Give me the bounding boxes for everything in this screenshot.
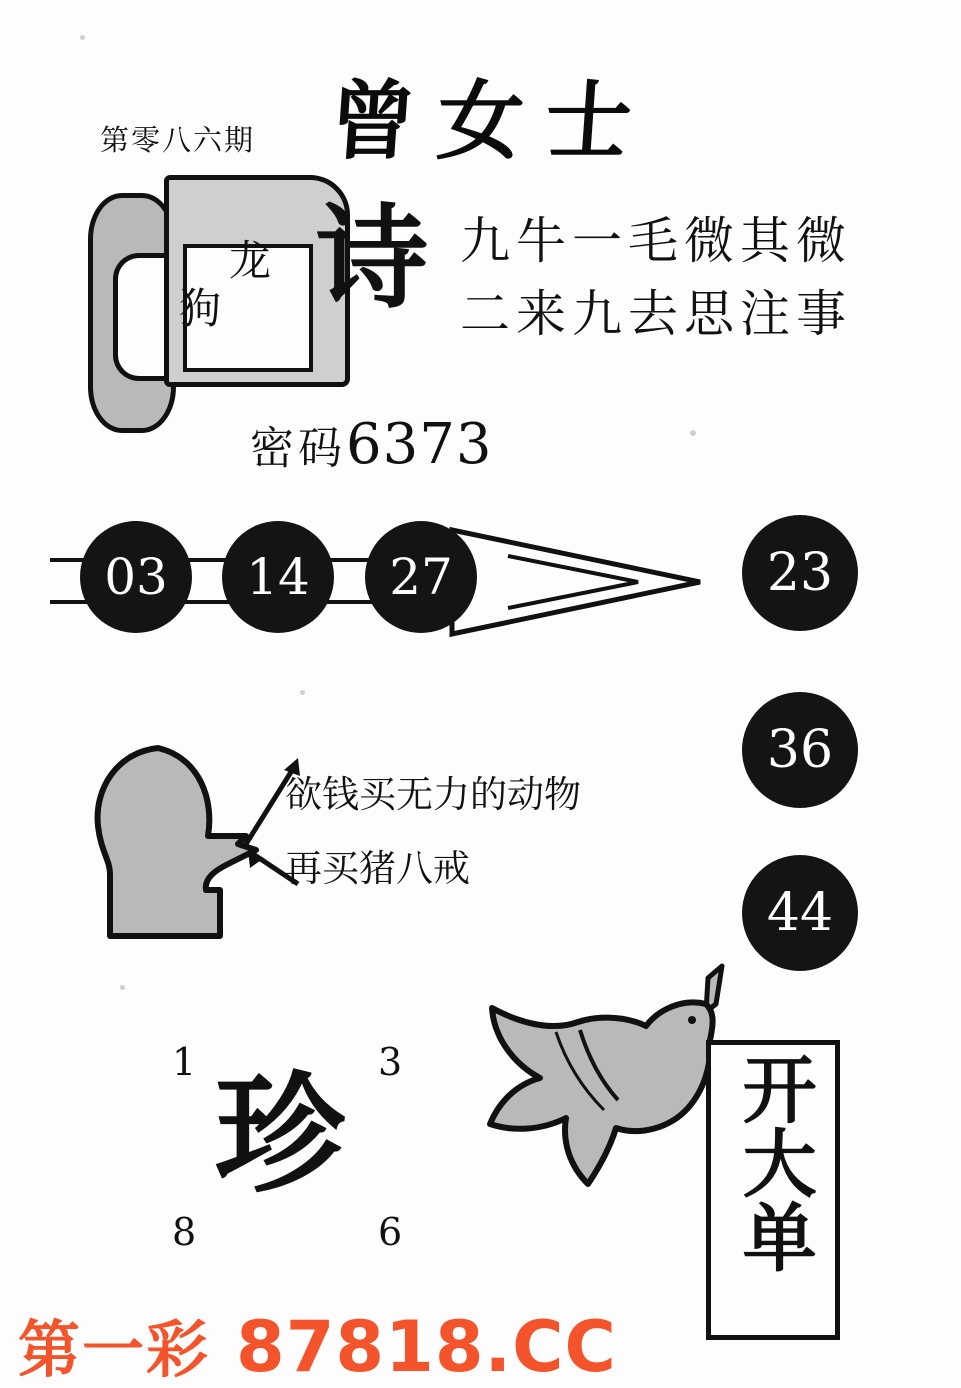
corner-number-top-right: 3 bbox=[378, 1040, 403, 1084]
page-title: 曾女士 bbox=[325, 71, 658, 172]
footer-brand: 第一彩 bbox=[18, 1313, 211, 1386]
paper-speck bbox=[690, 430, 696, 436]
corner-number-bottom-left: 8 bbox=[172, 1210, 197, 1254]
center-character: 珍 bbox=[215, 1058, 346, 1211]
open-da-dan-text bbox=[711, 1051, 835, 1292]
paper-speck bbox=[300, 690, 305, 695]
couplet-line-1: 九牛一毛微其微 bbox=[460, 212, 852, 270]
poem-character: 诗 bbox=[316, 193, 428, 324]
password-row bbox=[250, 412, 493, 477]
footer-site: 87818.CC bbox=[236, 1306, 617, 1388]
zodiac-dog-label: 狗 bbox=[179, 284, 222, 333]
number-ball-side: 44 bbox=[742, 855, 858, 971]
issue-label: 第零八六期 bbox=[100, 123, 256, 157]
password-label: 密码 bbox=[250, 423, 346, 474]
box-line: 开大单 bbox=[730, 1051, 817, 1273]
number-ball-side: 36 bbox=[742, 692, 858, 808]
footer-watermark bbox=[18, 1300, 617, 1388]
open-da-dan-box bbox=[706, 1040, 840, 1340]
arrow-head-icon bbox=[448, 526, 708, 638]
paper-speck bbox=[120, 985, 125, 990]
number-ball: 03 bbox=[80, 521, 192, 633]
corner-number-top-left: 1 bbox=[172, 1040, 197, 1084]
zodiac-dragon-label: 龙 bbox=[229, 236, 272, 285]
speech-line-2: 再买猪八戒 bbox=[285, 847, 470, 890]
paper-speck bbox=[80, 35, 85, 40]
speech-text-block bbox=[285, 758, 581, 906]
number-ball-side: 23 bbox=[742, 515, 858, 631]
phone-illustration bbox=[78, 175, 428, 435]
speech-line-1: 欲钱买无力的动物 bbox=[285, 773, 581, 816]
phone-handset-icon bbox=[88, 193, 176, 433]
number-ball: 27 bbox=[365, 521, 477, 633]
corner-number-bottom-right: 6 bbox=[378, 1210, 403, 1254]
couplet-line-2: 二来九去思注事 bbox=[460, 284, 852, 343]
password-value: 6373 bbox=[346, 412, 493, 477]
number-ball: 14 bbox=[222, 521, 334, 633]
arrow-number-band bbox=[50, 508, 670, 648]
couplet-block bbox=[460, 205, 852, 350]
